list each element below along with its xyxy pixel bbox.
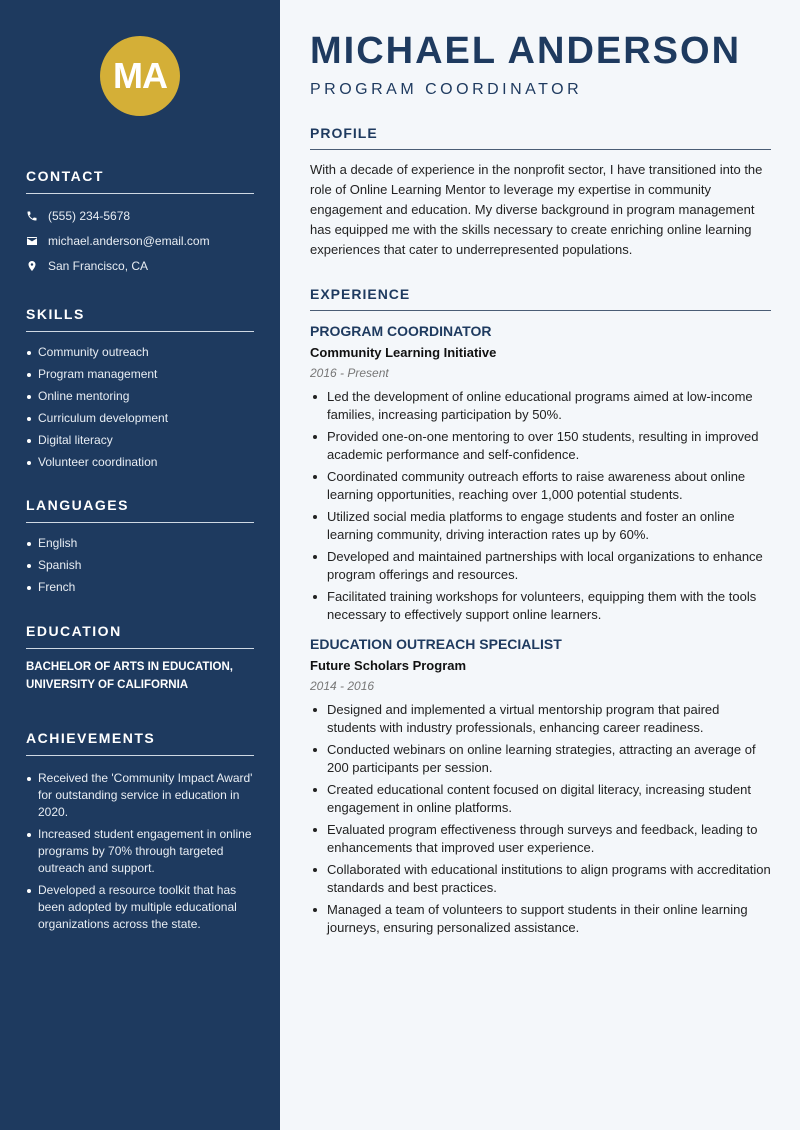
job-company: Community Learning Initiative [310,345,497,360]
phone-text: (555) 234-5678 [48,208,131,223]
skill-item: Online mentoring [26,385,254,407]
job-position: EDUCATION OUTREACH SPECIALIST [310,636,562,652]
experience-heading: EXPERIENCE [310,286,771,311]
contact-section [26,168,254,278]
language-item: French [26,576,254,598]
candidate-name: MICHAEL ANDERSON [310,30,742,72]
job-bullet: Collaborated with educational institutions to align programs with accreditation standards and best practices. [310,861,771,897]
job-title: PROGRAM COORDINATOR [310,81,583,98]
achievements-section [26,730,254,933]
job-bullet: Conducted webinars on online learning strategies, attracting an average of 200 participants per session. [310,741,771,777]
job-bullet: Managed a team of volunteers to support students in their online learning journeys, ensuring personalized assistance. [310,901,771,937]
job-entry [310,323,771,624]
skill-item: Digital literacy [26,429,254,451]
achievements-heading: ACHIEVEMENTS [26,730,254,756]
languages-list [26,532,254,598]
contact-email [26,228,254,253]
location-pin-icon [26,260,38,272]
achievement-item: Received the 'Community Impact Award' for outstanding service in education in 2020. [26,770,254,821]
achievement-item: Increased student engagement in online programs by 70% through targeted outreach and support. [26,826,254,877]
job-bullet: Provided one-on-one mentoring to over 150 students, resulting in improved academic performance and self-confidence. [310,428,771,464]
job-bullet: Created educational content focused on digital literacy, increasing student engagement in online platforms. [310,781,771,817]
skill-item: Program management [26,363,254,385]
achievements-list [26,770,254,933]
job-position: PROGRAM COORDINATOR [310,323,492,339]
profile-text: With a decade of experience in the nonprofit sector, I have transitioned into the role of Online Learning Mentor to leverage my expertise in community engagement and education. My diverse background in program management has equipped me with the skills necessary to create enriching online learning experiences that cater to underrepresented populations. [310,162,763,257]
skills-list [26,341,254,473]
job-dates: 2016 - Present [310,366,389,380]
avatar: MA [100,36,180,116]
contact-heading: CONTACT [26,168,254,194]
job-company: Future Scholars Program [310,658,467,673]
job-dates: 2014 - 2016 [310,679,375,693]
languages-section [26,497,254,598]
education-heading: EDUCATION [26,623,254,649]
job-bullet: Facilitated training workshops for volunteers, equipping them with the tools necessary to effectively support online learners. [310,588,771,624]
main-content [310,0,771,941]
phone-icon [26,210,38,222]
skills-section [26,306,254,473]
contact-location [26,253,254,278]
languages-heading: LANGUAGES [26,497,254,523]
job-bullet: Led the development of online educational programs aimed at low-income families, increasing participation by 50%. [310,388,771,424]
job-bullet: Coordinated community outreach efforts to raise awareness about online learning opportunities, reaching over 1,000 potential students. [310,468,771,504]
experience-section [310,286,771,937]
job-entry [310,636,771,937]
sidebar [0,0,280,1130]
language-item: English [26,532,254,554]
education-degree: BACHELOR OF ARTS IN EDUCATION, UNIVERSITY OF CALIFORNIA [26,661,233,691]
location-text: San Francisco, CA [48,258,149,273]
job-bullet: Evaluated program effectiveness through surveys and feedback, leading to enhancements that improved user experience. [310,821,771,857]
job-bullet: Utilized social media platforms to engage students and foster an online learning community, driving interaction rates up by 60%. [310,508,771,544]
profile-heading: PROFILE [310,125,771,150]
job-bullet: Developed and maintained partnerships with local organizations to enhance program offerings and resources. [310,548,771,584]
job-bullet: Designed and implemented a virtual mentorship program that paired students with industry professionals, enhancing career readiness. [310,701,771,737]
email-icon [26,235,38,247]
skills-heading: SKILLS [26,306,254,332]
skill-item: Community outreach [26,341,254,363]
contact-phone [26,203,254,228]
skill-item: Volunteer coordination [26,451,254,473]
language-item: Spanish [26,554,254,576]
email-text: michael.anderson@email.com [48,233,210,248]
job-bullets [310,701,771,937]
achievement-item: Developed a resource toolkit that has been adopted by multiple educational organizations across the state. [26,882,254,933]
job-bullets [310,388,771,624]
profile-section [310,125,771,260]
skill-item: Curriculum development [26,407,254,429]
education-section [26,623,254,694]
